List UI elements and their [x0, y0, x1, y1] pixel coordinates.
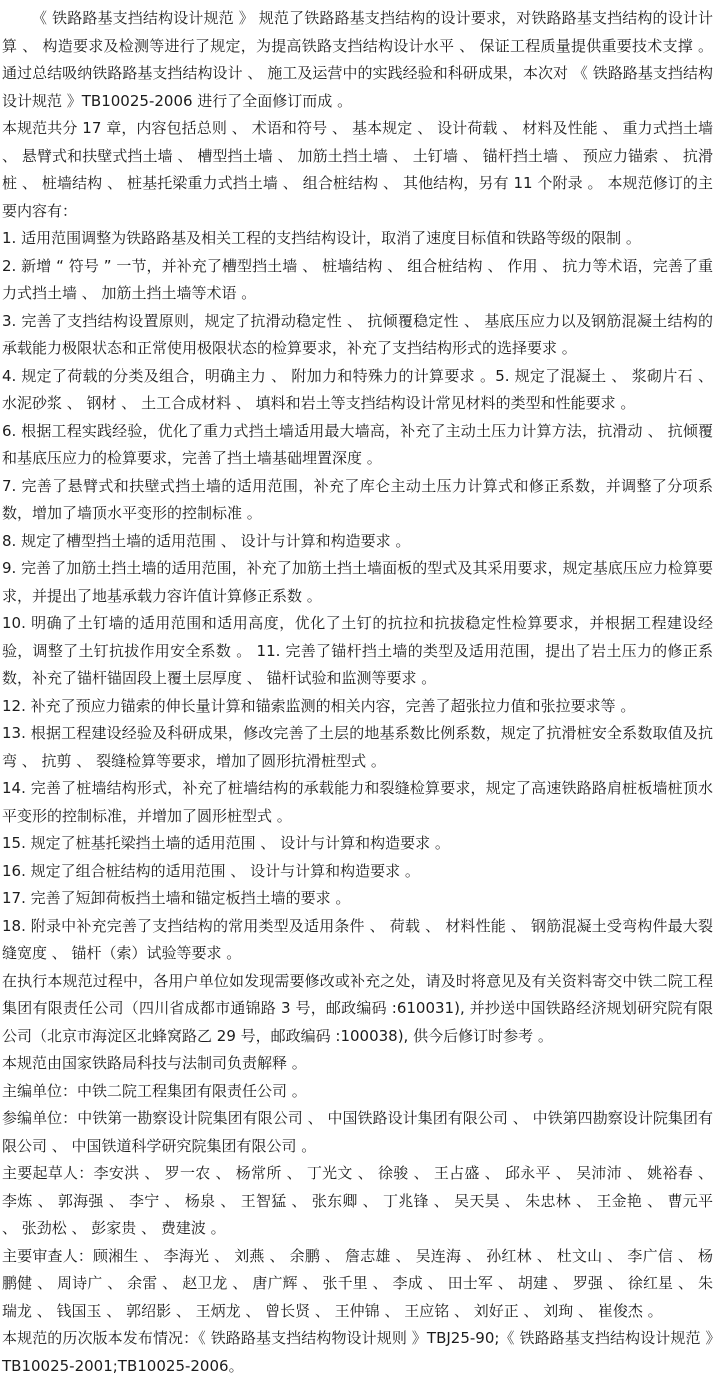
reviewers-paragraph: 主要审查人：顾湘生 、 李海光 、 刘燕 、 余鹏 、 詹志雄 、 吴连海 、 孙红林 、 杜文山 、 李广信 、 杨鹏健 、 周诗广 、 余雷 、 赵卫龙 、 唐广辉 、 张千里 、 李成 、 田士军 、 胡建 、 罗强 、 徐红星 、 朱瑞龙 、 钱国玉 、 郭绍影 、 王炳龙 、 曾长贤 、 王仲锦 、 王应铭 、 刘好正 、 刘珣 、 崔俊杰 。 — [2, 1246, 713, 1320]
revision-item-14: 14. 完善了桩墙结构形式，补充了桩墙结构的承载能力和裂缝检算要求，规定了高速铁路路肩桩板墙桩顶水平变形的控制标准，并增加了圆形桩型式 。 — [2, 779, 713, 825]
chief-editor-unit-paragraph: 主编单位：中铁二院工程集团有限责任公司 。 — [2, 1081, 307, 1100]
chapters-overview-paragraph: 本规范共分 17 章，内容包括总则 、 术语和符号 、 基本规定 、 设计荷载 、 材料及性能 、 重力式挡土墙 、 悬臂式和扶壁式挡土墙 、 槽型挡土墙 、 加筋土挡土墙 、 土钉墙 、 锚杆挡土墙 、 预应力锚索 、 抗滑桩 、 桩墙结构 、 桩基托梁重力式挡土墙 、 组合桩结构 、 其他结构，另有 11 个附录 。 本规范修订的主要内容有： — [2, 119, 713, 220]
revision-item-9: 9. 完善了加筋土挡土墙的适用范围，补充了加筋土挡土墙面板的型式及其采用要求，规定基底压应力检算要求，并提出了地基承载力容许值计算修正系数 。 — [2, 559, 713, 605]
revision-item-7: 7. 完善了悬臂式和扶壁式挡土墙的适用范围，补充了库仑主动土压力计算式和修正系数，并调整了分项系数，增加了墙顶水平变形的控制标准 。 — [2, 476, 713, 522]
feedback-paragraph: 在执行本规范过程中，各用户单位如发现需要修改或补充之处，请及时将意见及有关资料寄交中铁二院工程集团有限责任公司（四川省成都市通锦路 3 号，邮政编码 :610031), 并抄送中国铁路经济规划研究院有限公司（北京市海淀区北蜂窝路乙 29 号，邮政编码 :100038), 供今后修订时参考 。 — [2, 971, 713, 1045]
drafters-paragraph: 主要起草人：李安洪 、 罗一农 、 杨常所 、 丁光文 、 徐骏 、 王占盛 、 邱永平 、 吴沛沛 、 姚裕春 、 李炼 、 郭海强 、 李宁 、 杨泉 、 王智猛 、 张东卿 、 丁兆锋 、 吴天昊 、 朱忠林 、 王金艳 、 曹元平 、 张劲松 、 彭家贵 、 费建波 。 — [2, 1164, 713, 1237]
revision-item-4-5: 4. 规定了荷载的分类及组合，明确主力 、 附加力和特殊力的计算要求 。5. 规定了混凝土 、 浆砌片石 、 水泥砂浆 、 钢材 、 土工合成材料 、 填料和岩土等支挡结构设计常见材料的类型和性能要求 。 — [2, 366, 713, 412]
revision-item-3: 3. 完善了支挡结构设置原则，规定了抗滑动稳定性 、 抗倾覆稳定性 、 基底压应力以及钢筋混凝土结构的承载能力极限状态和正常使用极限状态的检算要求，补充了支挡结构形式的选择要求 。 — [2, 311, 713, 357]
revision-item-17: 17. 完善了短卸荷板挡土墙和锚定板挡土墙的要求 。 — [2, 889, 351, 907]
revision-item-16: 16. 规定了组合桩结构的适用范围 、 设计与计算和构造要求 。 — [2, 861, 420, 880]
participating-units-paragraph: 参编单位：中铁第一勘察设计院集团有限公司 、 中国铁路设计集团有限公司 、 中铁第四勘察设计院集团有限公司 、 中国铁道科学研究院集团有限公司 。 — [2, 1109, 713, 1155]
revision-item-6: 6. 根据工程实践经验，优化了重力式挡土墙适用最大墙高，补充了主动土压力计算方法，抗滑动 、 抗倾覆和基底压应力的检算要求，完善了挡土墙基础埋置深度 。 — [2, 421, 713, 467]
revision-item-18: 18. 附录中补充完善了支挡结构的常用类型及适用条件 、 荷载 、 材料性能 、 钢筋混凝土受弯构件最大裂缝宽度 、 锚杆（索）试验等要求 。 — [2, 916, 713, 962]
intro-paragraph: 《 铁路路基支挡结构设计规范 》 规范了铁路路基支挡结构的设计要求，对铁路路基支挡结构的设计计算 、 构造要求及检测等进行了规定，为提高铁路支挡结构设计水平 、 保证工程质量提供重要技术支撑 。 通过总结吸纳铁路路基支挡结构设计 、 施工及运营中的实践经验和科研成果，本次对 《 铁路路基支挡结构设计规范 》TB10025-2006 进行了全面修订而成 。 — [2, 9, 713, 110]
revision-item-13: 13. 根据工程建设经验及科研成果，修改完善了土层的地基系数比例系数，规定了抗滑桩安全系数取值及抗弯 、 抗剪 、 裂缝检算等要求，增加了圆形抗滑桩型式 。 — [2, 724, 713, 770]
revision-item-15: 15. 规定了桩基托梁挡土墙的适用范围 、 设计与计算和构造要求 。 — [2, 834, 450, 852]
revision-item-10-11: 10. 明确了土钉墙的适用范围和适用高度，优化了土钉的抗拉和抗拔稳定性检算要求，并根据工程建设经验，调整了土钉抗拔作用安全系数 。 11. 完善了锚杆挡土墙的类型及适用范围，提出了岩土压力的修正系数，补充了锚杆锚固段上覆土层厚度 、 锚杆试验和监测等要求 。 — [2, 614, 713, 687]
revision-item-8: 8. 规定了槽型挡土墙的适用范围 、 设计与计算和构造要求 。 — [2, 531, 411, 550]
revision-item-2: 2. 新增 “ 符号 ” 一节，并补充了槽型挡土墙 、 桩墙结构 、 组合桩结构 、 作用 、 抗力等术语，完善了重力式挡土墙 、 加筋土挡土墙等术语 。 — [2, 256, 713, 302]
revision-item-1: 1. 适用范围调整为铁路路基及相关工程的支挡结构设计，取消了速度目标值和铁路等级的限制 。 — [2, 229, 641, 247]
revision-item-12: 12. 补充了预应力锚索的伸长量计算和锚索监测的相关内容，完善了超张拉力值和张拉要求等 。 — [2, 696, 636, 715]
interpretation-paragraph: 本规范由国家铁路局科技与法制司负责解释 。 — [2, 1054, 307, 1072]
version-history-paragraph: 本规范的历次版本发布情况：《 铁路路基支挡结构物设计规则 》TBJ25-90;《 铁路路基支挡结构设计规范 》TB10025-2001;TB10025-2006。 — [2, 1329, 713, 1375]
